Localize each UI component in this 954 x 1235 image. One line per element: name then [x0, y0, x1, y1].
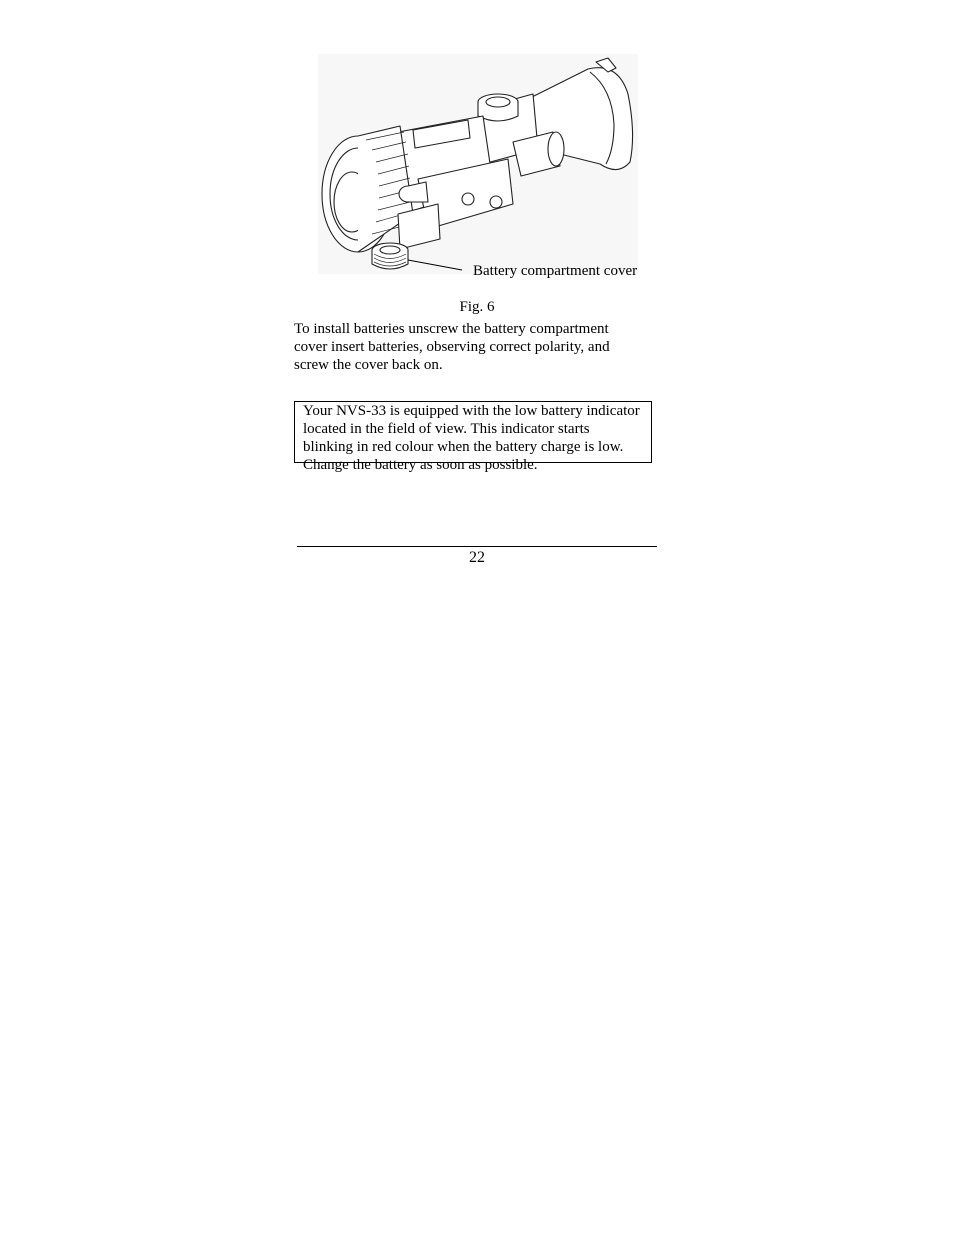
battery-indicator-note-box [294, 401, 652, 473]
page-number: 22 [469, 549, 485, 566]
battery-cover-callout-label: Battery compartment cover [473, 263, 638, 279]
figure-caption: Fig. 6 [459, 299, 495, 315]
note-text: Your NVS-33 is equipped with the low battery indicator located in the field of view. This indicator starts blinking in red colour when the battery charge is low. Change the battery as soon as possible. [303, 403, 640, 473]
footer-divider [297, 546, 657, 547]
night-vision-scope-drawing [318, 54, 638, 274]
device-illustration [318, 54, 638, 274]
instruction-paragraph: To install batteries unscrew the battery compartment cover insert batteries, observing correct polarity, and screw the cover back on. [294, 321, 610, 373]
